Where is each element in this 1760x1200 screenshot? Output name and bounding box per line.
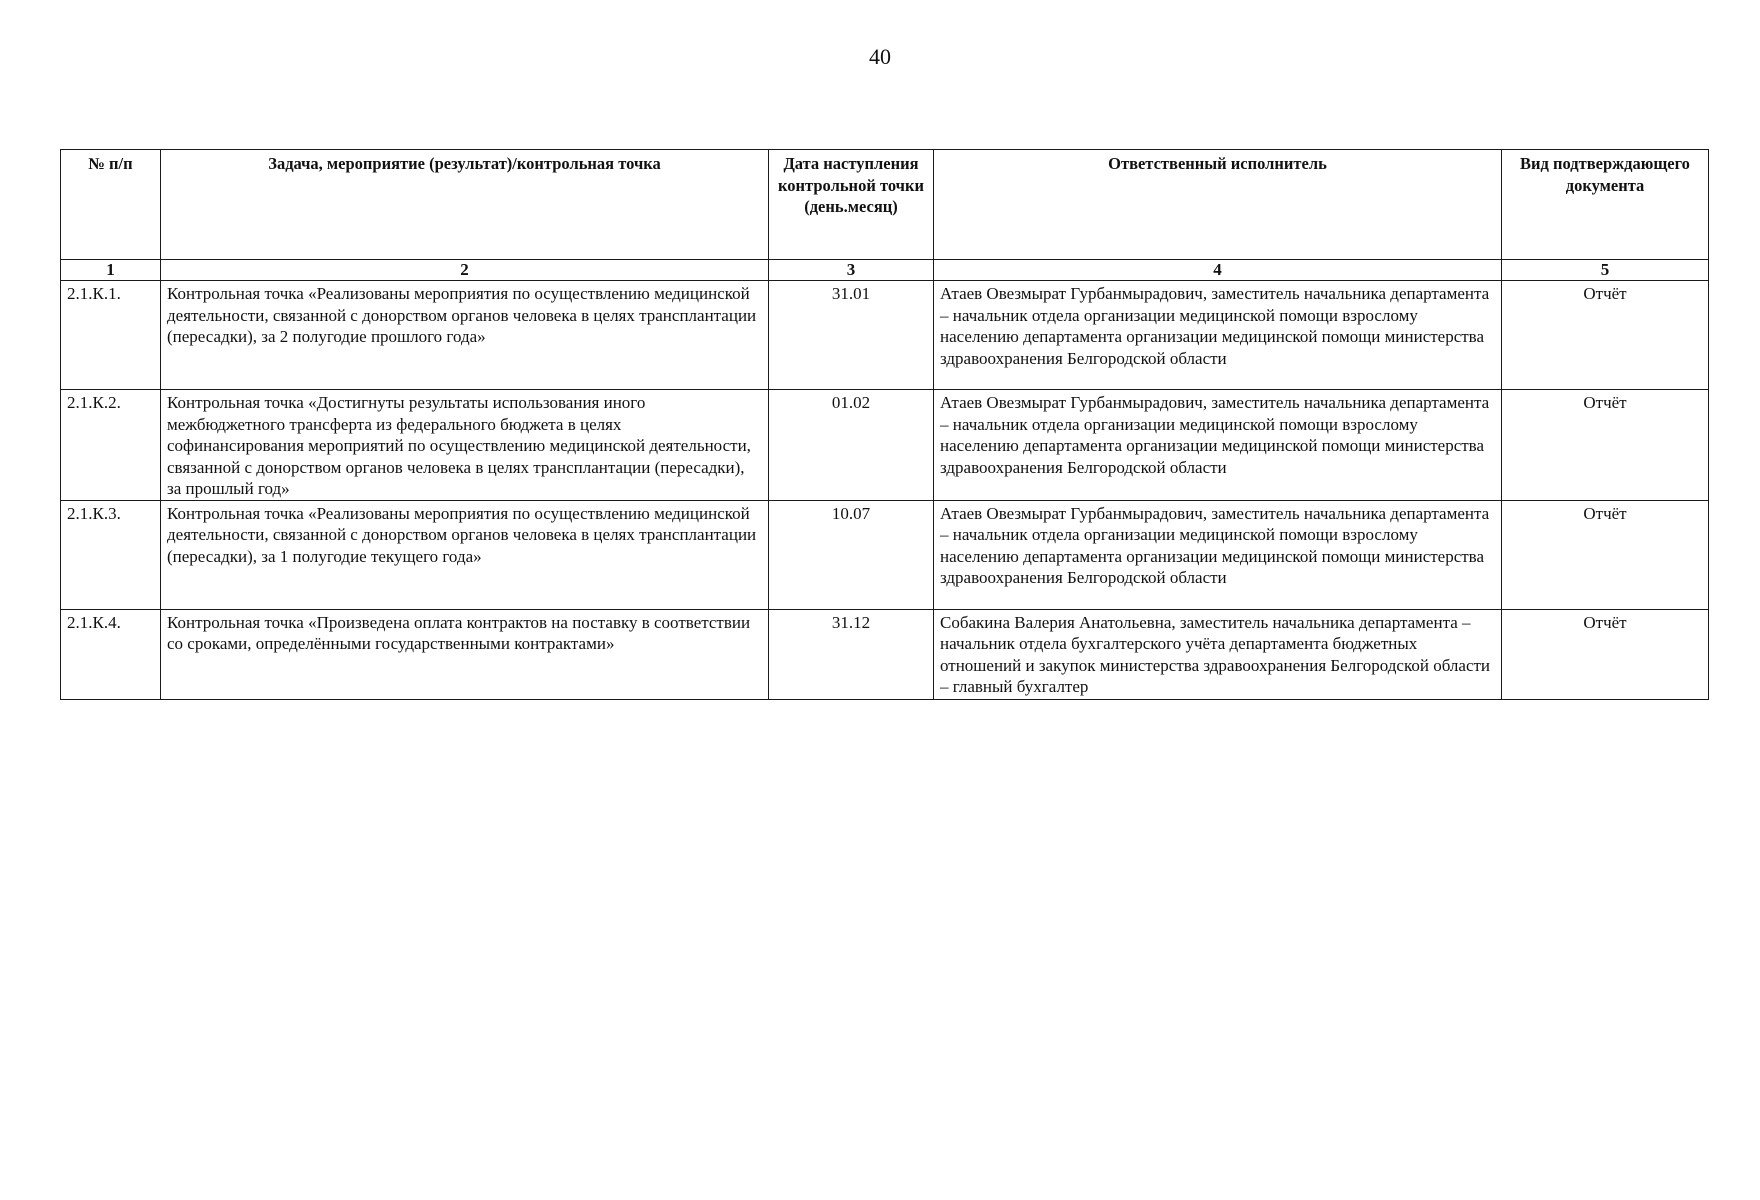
row-task: Контрольная точка «Произведена оплата контрактов на поставку в соответствии со сроками, определёнными государственными контрактами»	[161, 609, 769, 699]
header-task: Задача, мероприятие (результат)/контрольная точка	[161, 150, 769, 260]
row-number: 2.1.К.2.	[61, 390, 161, 501]
row-document: Отчёт	[1502, 281, 1709, 390]
row-number: 2.1.К.1.	[61, 281, 161, 390]
column-number: 2	[161, 260, 769, 281]
row-executor: Атаев Овезмырат Гурбанмырадович, заместитель начальника департамента – начальник отдела организации медицинской помощи взрослому населению департамента организации медицинской помощи министерства здравоохранения Белгородской области	[934, 281, 1502, 390]
row-executor: Атаев Овезмырат Гурбанмырадович, заместитель начальника департамента – начальник отдела организации медицинской помощи взрослому населению департамента организации медицинской помощи министерства здравоохранения Белгородской области	[934, 500, 1502, 609]
row-date: 01.02	[769, 390, 934, 501]
row-number: 2.1.К.3.	[61, 500, 161, 609]
table-row	[61, 281, 1709, 390]
control-points-table	[60, 149, 1709, 700]
row-date: 31.01	[769, 281, 934, 390]
table-row	[61, 609, 1709, 699]
row-document: Отчёт	[1502, 500, 1709, 609]
header-num: № п/п	[61, 150, 161, 260]
header-row	[61, 150, 1709, 260]
row-task: Контрольная точка «Достигнуты результаты использования иного межбюджетного трансферта из федерального бюджета в целях софинансирования мероприятий по осуществлению медицинской деятельности, связанной с донорством органов человека в целях трансплантации (пересадки), за прошлый год»	[161, 390, 769, 501]
row-task: Контрольная точка «Реализованы мероприятия по осуществлению медицинской деятельности, связанной с донорством органов человека в целях трансплантации (пересадки), за 1 полугодие текущего года»	[161, 500, 769, 609]
column-number-row	[61, 260, 1709, 281]
row-number: 2.1.К.4.	[61, 609, 161, 699]
row-executor: Собакина Валерия Анатольевна, заместитель начальника департамента – начальник отдела бухгалтерского учёта департамента бюджетных отношений и закупок министерства здравоохранения Белгородской области – главный бухгалтер	[934, 609, 1502, 699]
row-date: 10.07	[769, 500, 934, 609]
table-row	[61, 390, 1709, 501]
header-date: Дата наступления контрольной точки (день.месяц)	[769, 150, 934, 260]
column-number: 4	[934, 260, 1502, 281]
header-document: Вид подтверждающего документа	[1502, 150, 1709, 260]
page-number: 40	[869, 44, 891, 69]
column-number: 3	[769, 260, 934, 281]
row-date: 31.12	[769, 609, 934, 699]
row-task: Контрольная точка «Реализованы мероприятия по осуществлению медицинской деятельности, связанной с донорством органов человека в целях трансплантации (пересадки), за 2 полугодие прошлого года»	[161, 281, 769, 390]
header-executor: Ответственный исполнитель	[934, 150, 1502, 260]
row-document: Отчёт	[1502, 390, 1709, 501]
table-row	[61, 500, 1709, 609]
column-number: 1	[61, 260, 161, 281]
column-number: 5	[1502, 260, 1709, 281]
row-executor: Атаев Овезмырат Гурбанмырадович, заместитель начальника департамента – начальник отдела организации медицинской помощи взрослому населению департамента организации медицинской помощи министерства здравоохранения Белгородской области	[934, 390, 1502, 501]
row-document: Отчёт	[1502, 609, 1709, 699]
